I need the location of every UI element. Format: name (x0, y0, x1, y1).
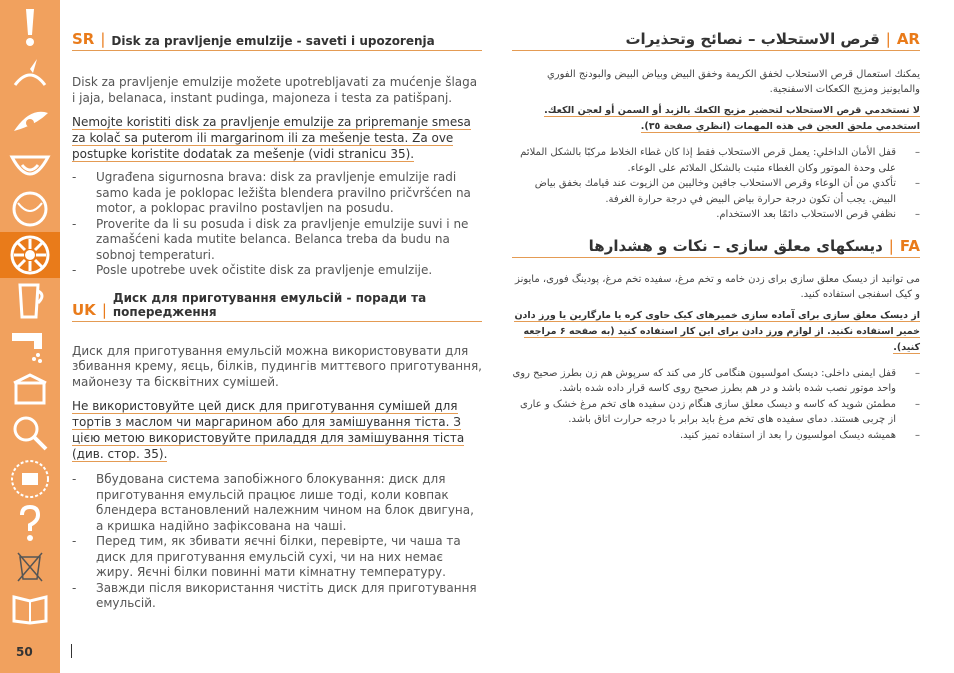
list-item: - Posle upotrebe uvek očistite disk za pravljenje emulzije. (72, 263, 482, 279)
list-item: – تأكدي من أن الوعاء وقرص الاستحلاب جافين وخاليين من الزيوت عند قيامك بخفق بياض البيض. يجب أن تكون درجة حرارة بياض البيض في درجة حرارة الغرفة. (512, 176, 920, 207)
ar-title: قرص الاستحلاب – نصائح وتحذيرات (625, 30, 880, 48)
ar-warning-text: لا تستخدمي قرص الاستحلاب لتحضير مزيج الكعك بالزبد أو السمن أو لعجن الكعك. استخدمي ملحق العجن في هذه المهمات (انظري صفحة ٣٥). (544, 105, 920, 132)
fa-separator: | (888, 236, 894, 255)
exclamation-icon[interactable] (0, 4, 60, 50)
fa-heading (512, 237, 920, 258)
sr-heading (72, 30, 482, 51)
bowl-icon[interactable] (0, 144, 60, 186)
list-item: - Вбудована система запобіжного блокування: диск для приготування емульсій працює лише тоді, коли ковпак блендера встановлений належним чином на блок двигуна, а кришка надійно зафіксована на чаші. (72, 472, 482, 534)
list-item: - Proverite da li su posuda i disk za pravljenje emulzije suvi i ne zamašćeni kada mutite belanca. Belanca treba da budu na sobnoj temperaturi. (72, 217, 482, 264)
list-item: – همیشه دیسک امولسیون را بعد از استفاده تمیز کنید. (512, 428, 920, 444)
sr-warning-text: Nemojte koristiti disk za pravljenje emulzije za pripremanje smesa za kolač sa puterom ili margarinom ili za mešenje testa. Za ove postupke koristite dodatak za mešenje (vidi stranicu 35). (72, 115, 471, 161)
mixer-blade-icon[interactable] (0, 100, 60, 142)
page-number: 50 (16, 645, 33, 659)
list-item: – مطمئن شوید که کاسه و دیسک معلق سازی هنگام زدن سفیده های تخم مرغ خشک و عاری از چربی هستند. دمای سفیده های تخم مرغ باید برابر با درجه حرارت اتاق باشد. (512, 397, 920, 428)
recycle-bin-icon[interactable] (0, 546, 60, 586)
fa-lang-code: FA (899, 236, 920, 255)
ar-warning (512, 103, 920, 135)
sr-lang-code: SR (72, 30, 95, 48)
uk-heading (72, 291, 482, 322)
right-column (512, 30, 920, 443)
magnifier-icon[interactable] (0, 412, 60, 454)
fa-warning-text: از دیسک معلق سازی برای آماده سازی خمیرهای کیک حاوی کره یا مارگارین یا ورز دادن خمیر استفاده نکنید. از لوازم ورز دادن برای این کار استفاده کنید (به صفحه ۶ مراجعه کنید). (514, 309, 920, 353)
list-item: – قفل ایمنی داخلی: دیسک امولسیون هنگامی کار می کند که سرپوش هم زن بطرز صحیح روی واحد موتور نصب شده باشد و در هم بطرز صحیح روی کاسه قرار داده شده باشد. (512, 366, 920, 397)
ar-heading (512, 30, 920, 51)
uk-separator: | (101, 300, 107, 319)
ar-intro: يمكنك استعمال قرص الاستحلاب لخفق الكريمة وخفق البيض وبياض البيض والبودنج الفوري والمايونيز ومزيج الكعكات الاسفنجية. (546, 69, 920, 95)
sr-list (72, 170, 482, 279)
book-icon[interactable] (0, 588, 60, 628)
fa-warning (512, 308, 920, 356)
whisk-disc-icon[interactable] (0, 188, 60, 230)
sr-warning (72, 114, 482, 162)
storage-box-icon[interactable] (0, 368, 60, 410)
sr-intro: Disk za pravljenje emulzije možete upotrebljavati za mućenje šlaga i jaja, belanaca, instant pudinga, majoneza i testa za patišpanj. (72, 75, 478, 105)
sr-separator: | (100, 30, 106, 48)
sr-title: Disk za pravljenje emulzije - saveti i upozorenja (111, 34, 435, 48)
list-item: – نظفي قرص الاستحلاب دائمًا بعد الاستخدام. (512, 207, 920, 223)
fa-intro: می توانید از دیسک معلق سازی برای زدن خامه و تخم مرغ، سفیده تخم مرغ، پودینگ فوری، مایونز و کیک اسفنجی استفاده کنید. (515, 273, 920, 300)
ar-list (512, 145, 920, 223)
jug-icon[interactable] (0, 280, 60, 322)
uk-warning (72, 398, 482, 462)
fa-list (512, 366, 920, 444)
fa-title: دیسکهای معلق سازی – نکات و هشدارها (588, 236, 883, 255)
list-item: – قفل الأمان الداخلي: يعمل قرص الاستحلاب فقط إذا كان غطاء الخلاط مركبًا بالشكل الملائم على وحدة الموتور وكان الغطاء مثبت بالشكل الملائم على الوعاء. (512, 145, 920, 176)
click-and-go-icon[interactable] (0, 52, 60, 98)
uk-lang-code: UK (72, 300, 96, 319)
list-item: - Завжди після використання чистіть диск для приготування емульсій. (72, 581, 482, 612)
uk-warning-text: Не використовуйте цей диск для приготування сумішей для тортів з маслом чи маргарином або для замішування тіста. З цією метою використовуйте приладдя для замішування тіста (див. стор. 35). (72, 399, 465, 461)
page-divider (71, 644, 72, 658)
sidebar (0, 0, 60, 673)
ar-lang-code: AR (896, 30, 920, 48)
left-column (72, 30, 482, 612)
list-item: - Ugrađena sigurnosna brava: disk za pravljenje emulzije radi samo kada je poklopac ležišta blendera pravilno pričvršćen na motor, a poklopac pravilno postavljen na posudu. (72, 170, 482, 217)
uk-list (72, 472, 482, 612)
emulsifying-disc-icon[interactable] (0, 232, 60, 278)
uk-title: Диск для приготування емульсій - поради та попередження (112, 290, 427, 319)
list-item: - Перед тим, як збивати яєчні білки, перевірте, чи чаша та диск для приготування емульсій сухі, чи на них немає жиру. Яєчні білки повинні мати кімнатну температуру. (72, 534, 482, 581)
guarantee-icon[interactable] (0, 456, 60, 502)
uk-intro: Диск для приготування емульсій можна використовувати для збивання крему, яєць, білків, пудингів миттєвого приготування, майонезу та бісквітних сумішей. (72, 343, 482, 389)
ar-separator: | (885, 30, 891, 48)
tap-icon[interactable] (0, 324, 60, 366)
question-icon[interactable] (0, 504, 60, 544)
